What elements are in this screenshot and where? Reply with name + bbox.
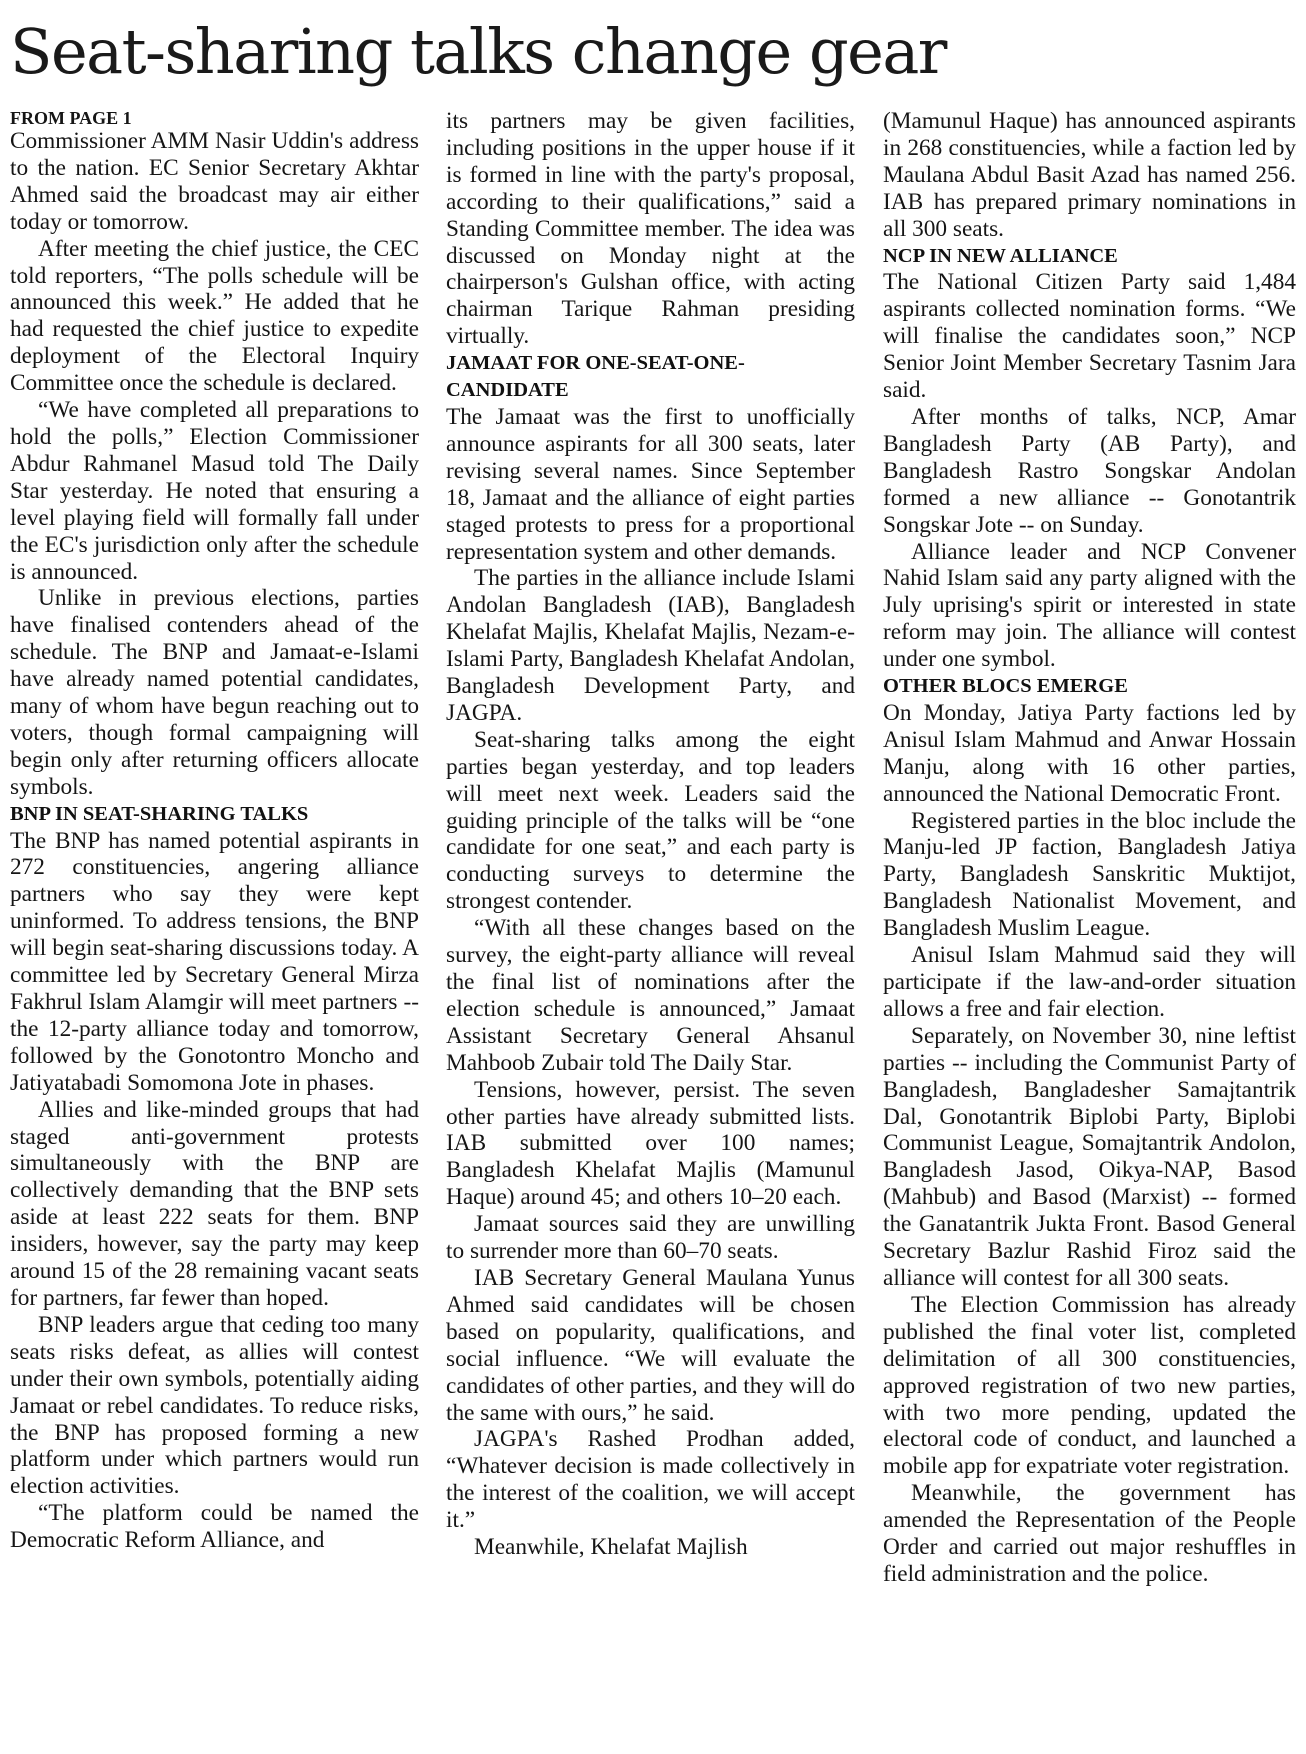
paragraph: its partners may be given facilities, including positions in the upper house if it is formed in line with the party's proposal, according to their qualifications,” said a Standing Committee member. The idea was discussed on Monday night at the chairperson's Gulshan office, with acting chairman Tarique Rahman presiding virtually. [446, 108, 855, 350]
paragraph: Unlike in previous elections, parties have finalised contenders ahead of the schedule. The BNP and Jamaat-e-Islami have already named potential candidates, many of whom have begun reaching out to voters, though formal campaigning will begin only after returning officers allocate symbols. [10, 585, 419, 800]
paragraph: The BNP has named potential aspirants in 272 constituencies, angering alliance partners who say they were kept uninformed. To address tensions, the BNP will begin seat-sharing discussions today. A committee led by Secretary General Mirza Fakhrul Islam Alamgir will meet partners -- the 12-party alliance today and tomorrow, followed by the Gonotontro Moncho and Jatiyatabadi Somomona Jote in phases. [10, 827, 419, 1096]
paragraph: Seat-sharing talks among the eight parties began yesterday, and top leaders will meet next week. Leaders said the guiding principle of the talks will be “one candidate for one seat,” and each party is conducting surveys to determine the strongest contender. [446, 726, 855, 915]
paragraph: Commissioner AMM Nasir Uddin's address to the nation. EC Senior Secretary Akhtar Ahmed said the broadcast may air either today or tomorrow. [10, 128, 419, 235]
paragraph: BNP leaders argue that ceding too many seats risks defeat, as allies will contest under their own symbols, potentially aiding Jamaat or rebel candidates. To reduce risks, the BNP has proposed forming a new platform under which partners would run election activities. [10, 1311, 419, 1500]
paragraph: Alliance leader and NCP Convener Nahid Islam said any party aligned with the July uprising's spirit or interested in state reform may join. The alliance will contest under one symbol. [883, 538, 1296, 673]
paragraph: Meanwhile, the government has amended the Representation of the People Order and carried out major reshuffles in field administration and the police. [883, 1480, 1296, 1587]
paragraph: Allies and like-minded groups that had staged anti-government protests simultaneously with the BNP are collectively demanding that the BNP sets aside at least 222 seats for them. BNP insiders, however, say the party may keep around 15 of the 28 remaining vacant seats for partners, far fewer than hoped. [10, 1096, 419, 1311]
paragraph: Separately, on November 30, nine leftist parties -- including the Communist Party of Bangladesh, Bangladesher Samajtantrik Dal, Gonotantrik Biplobi Party, Biplobi Communist League, Somajtantrik Andolon, Bangladesh Jasod, Oikya-NAP, Basod (Mahbub) and Basod (Marxist) -- formed the Ganatantrik Jukta Front. Basod General Secretary Bazlur Rashid Firoz said the alliance will contest for all 300 seats. [883, 1022, 1296, 1291]
paragraph: On Monday, Jatiya Party factions led by Anisul Islam Mahmud and Anwar Hossain Manju, along with 16 other parties, announced the National Democratic Front. [883, 699, 1296, 807]
paragraph: Anisul Islam Mahmud said they will participate if the law-and-order situation allows a free and fair election. [883, 942, 1296, 1022]
paragraph: “The platform could be named the Democratic Reform Alliance, and [10, 1500, 419, 1554]
headline: Seat-sharing talks change gear [10, 15, 946, 88]
paragraph: Meanwhile, Khelafat Majlish [474, 1534, 748, 1561]
subheading-other-blocs: OTHER BLOCS EMERGE [883, 675, 1128, 698]
paragraph: (Mamunul Haque) has announced aspirants in 268 constituencies, while a faction led by Maulana Abdul Basit Azad has named 256. IAB has prepared primary nominations in all 300 seats. [883, 108, 1296, 242]
paragraph: The parties in the alliance include Islami Andolan Bangladesh (IAB), Bangladesh Khelafat Majlis, Khelafat Majlis, Nezam-e-Islami Party, Bangladesh Khelafat Andolan, Bangladesh Development Party, and JAGPA. [446, 565, 855, 726]
subheading-bnp-seat-sharing: BNP IN SEAT-SHARING TALKS [10, 802, 309, 825]
paragraph: Registered parties in the bloc include the Manju-led JP faction, Bangladesh Jatiya Party, Bangladesh Sanskritic Muktijot, Bangladesh Nationalist Movement, and Bangladesh Muslim League. [883, 807, 1296, 942]
paragraph: Tensions, however, persist. The seven other parties have already submitted lists. IAB submitted over 100 names; Bangladesh Khelafat Majlis (Mamunul Haque) around 45; and others 10–20 each. [446, 1076, 855, 1211]
paragraph: After meeting the chief justice, the CEC told reporters, “The polls schedule will be announced this week.” He added that he had requested the chief justice to expedite deployment of the Electoral Inquiry Committee once the schedule is declared. [10, 235, 419, 397]
paragraph: “With all these changes based on the survey, the eight-party alliance will reveal the final list of nominations after the election schedule is announced,” Jamaat Assistant Secretary General Ahsanul Mahboob Zubair told The Daily Star. [446, 915, 855, 1076]
paragraph: Jamaat sources said they are unwilling to surrender more than 60–70 seats. [446, 1211, 855, 1265]
paragraph: After months of talks, NCP, Amar Bangladesh Party (AB Party), and Bangladesh Rastro Songskar Andolan formed a new alliance -- Gonotantrik Songskar Jote -- on Sunday. [883, 403, 1296, 538]
subheading-jamaat: JAMAAT FOR ONE-SEAT-ONE-CANDIDATE [446, 352, 745, 402]
paragraph: The National Citizen Party said 1,484 aspirants collected nomination forms. “We will finalise the candidates soon,” NCP Senior Joint Member Secretary Tasnim Jara said. [883, 269, 1296, 404]
article-column-2 [446, 108, 855, 1752]
paragraph: The Election Commission has already published the final voter list, completed delimitation of all 300 constituencies, approved registration of two new parties, with two more pending, updated the electoral code of conduct, and launched a mobile app for expatriate voter registration. [883, 1291, 1296, 1480]
paragraph: The Jamaat was the first to unofficially announce aspirants for all 300 seats, later revising several names. Since September 18, Jamaat and the alliance of eight parties staged protests to press for a proportional representation system and other demands. [446, 403, 855, 565]
jump-kicker: FROM PAGE 1 [10, 108, 132, 128]
subheading-ncp-alliance: NCP IN NEW ALLIANCE [883, 244, 1118, 267]
article-column-1 [10, 108, 419, 1752]
article-column-3 [883, 108, 1296, 1752]
paragraph: JAGPA's Rashed Prodhan added, “Whatever decision is made collectively in the interest of the coalition, we will accept it.” [446, 1426, 855, 1534]
paragraph: IAB Secretary General Maulana Yunus Ahmed said candidates will be chosen based on popularity, qualifications, and social influence. “We will evaluate the candidates of other parties, and they will do the same with ours,” he said. [446, 1264, 855, 1426]
paragraph: “We have completed all preparations to hold the polls,” Election Commissioner Abdur Rahmanel Masud told The Daily Star yesterday. He noted that ensuring a level playing field will formally fall under the EC's jurisdiction only after the schedule is announced. [10, 397, 419, 585]
